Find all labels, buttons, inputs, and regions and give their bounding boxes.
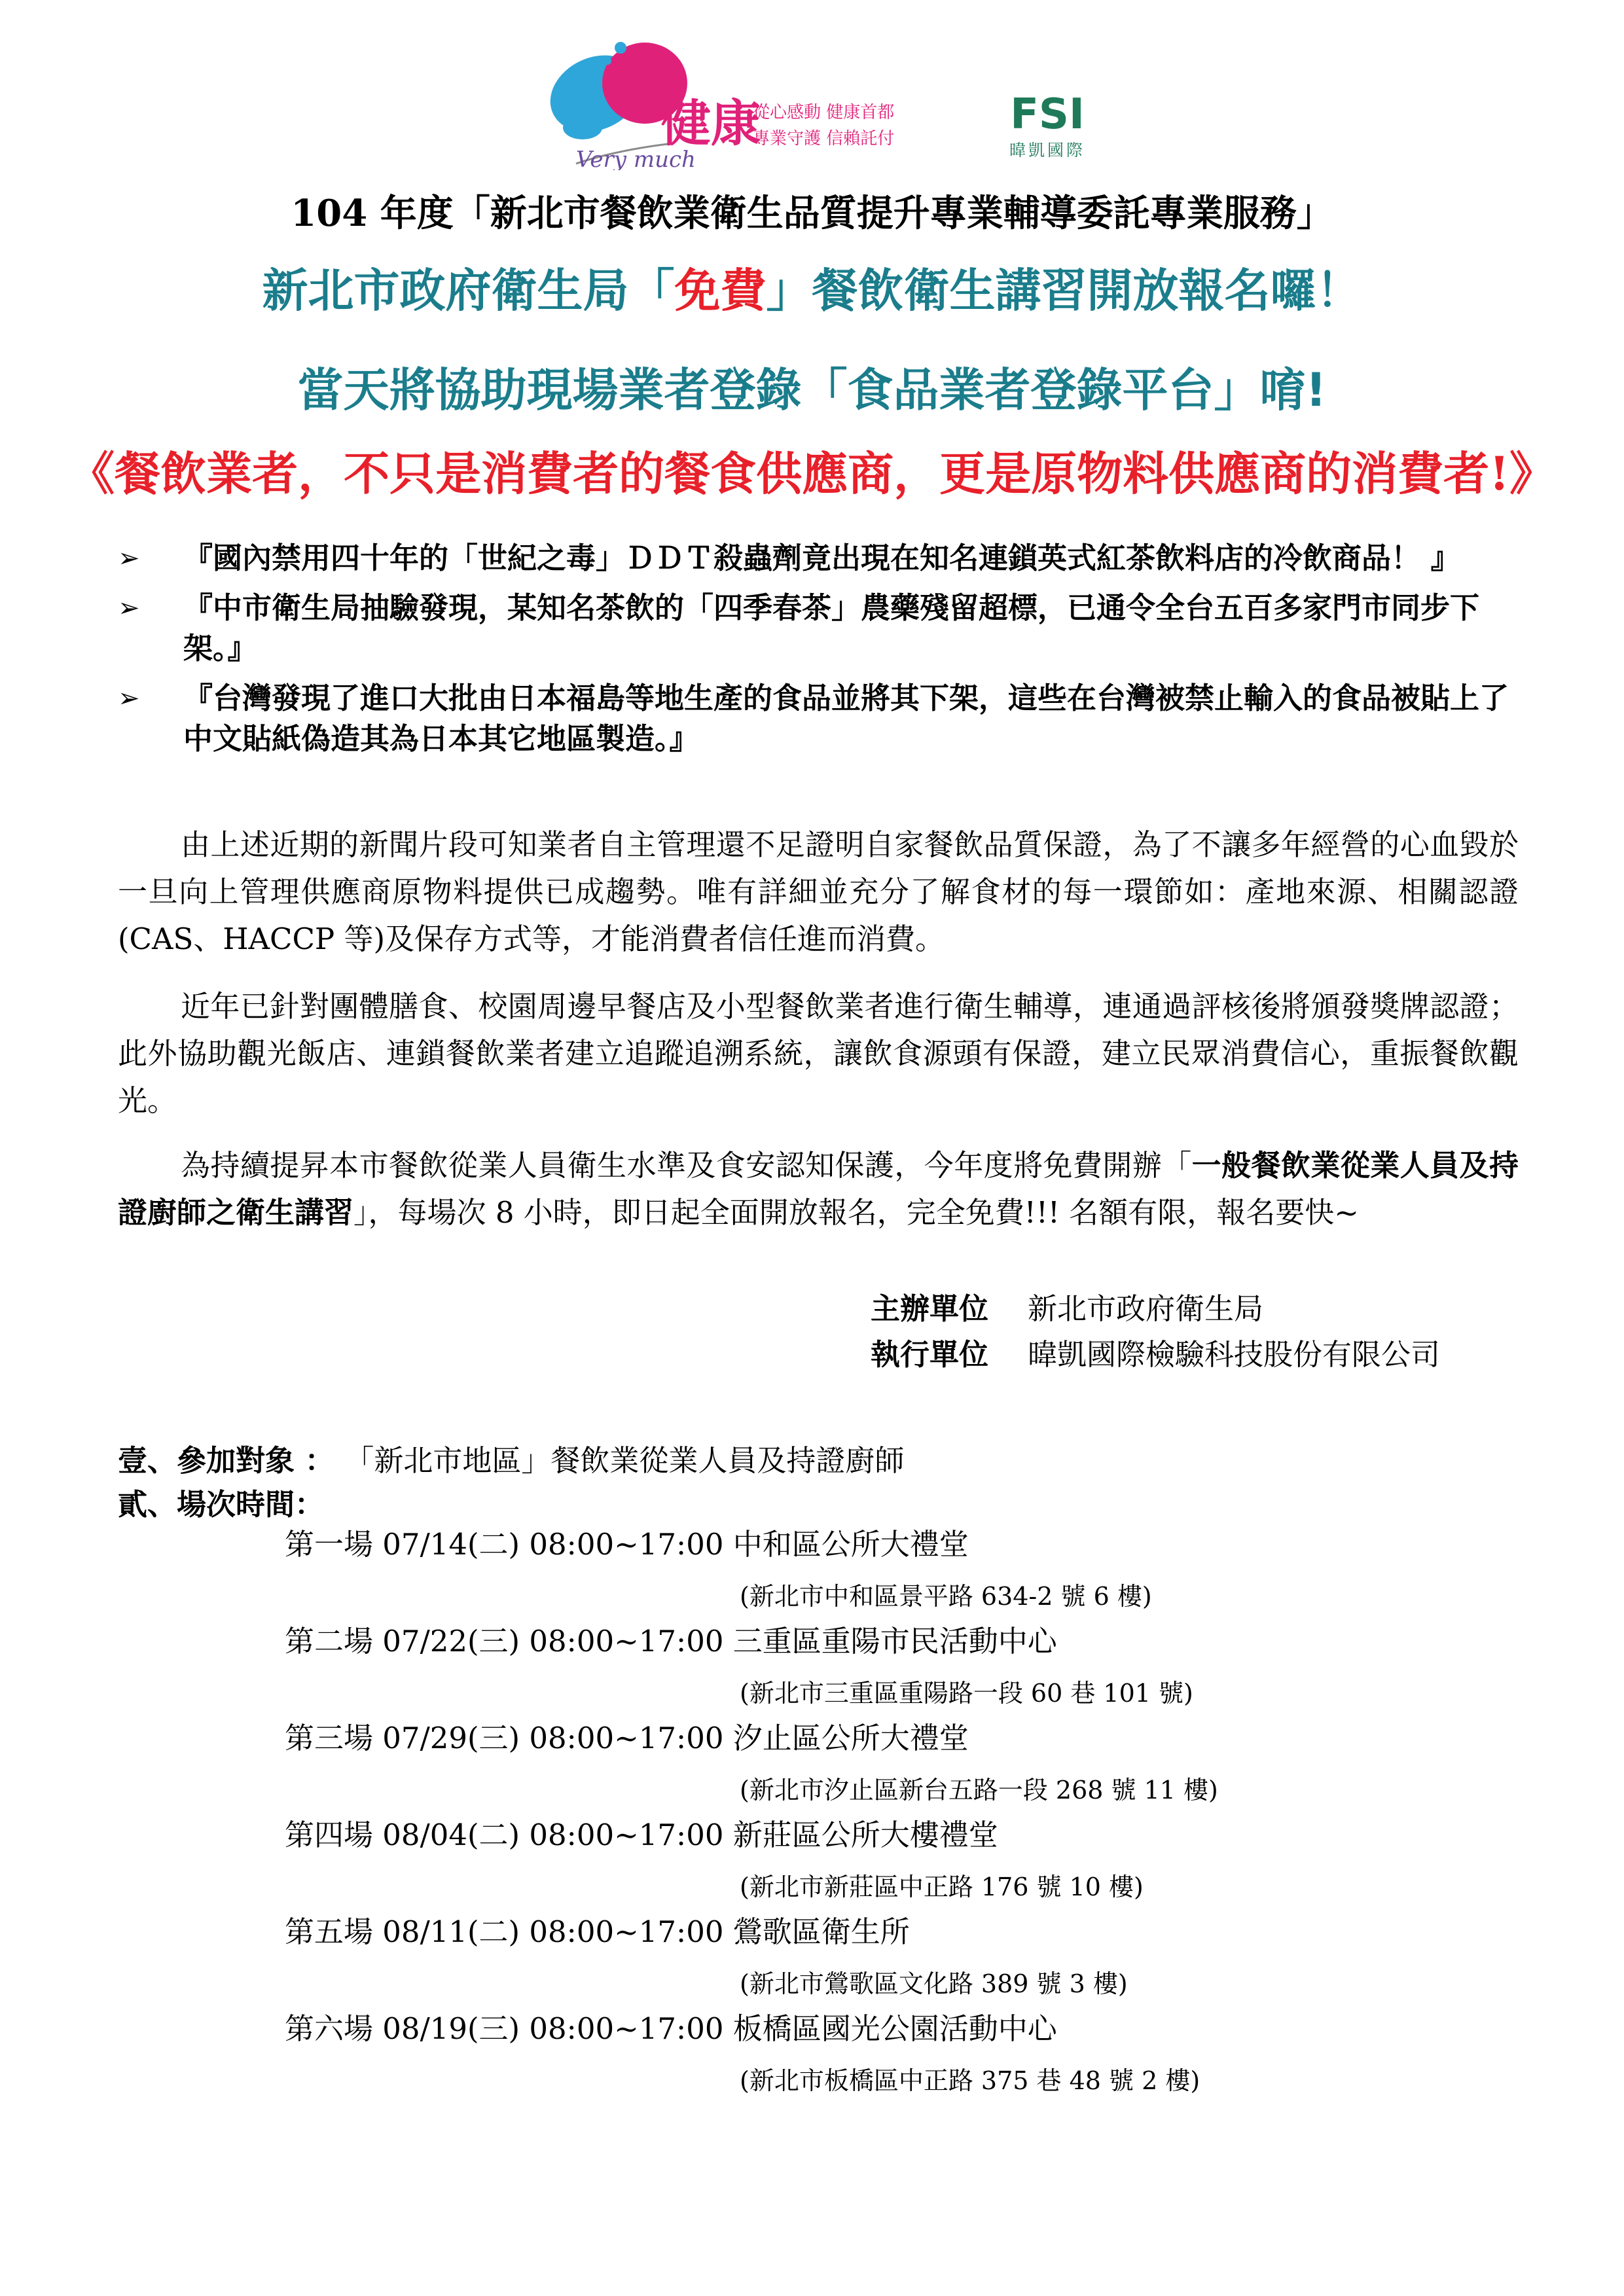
- session-time-venue: 第五場 08/11(二) 08:00~17:00 鶯歌區衛生所: [285, 1914, 910, 1949]
- fsi-logo: [1001, 92, 1093, 170]
- executor-label: 執行單位: [871, 1337, 989, 1372]
- health-logo: [537, 36, 903, 170]
- session-item: [285, 1719, 1528, 1816]
- session-address: (新北市三重區重陽路一段 60 巷 101 號): [740, 1679, 1193, 1708]
- organizer-row: [871, 1289, 1263, 1329]
- bullet-text: 『國內禁用四十年的「世紀之毒」ＤＤＴ殺蟲劑竟出現在知名連鎖英式紅茶飲料店的冷飲商品！ 』: [183, 541, 1460, 575]
- arrow-bullet-icon: ➢: [118, 543, 140, 573]
- arrow-bullet-icon: ➢: [118, 593, 140, 623]
- health-logo-slogan1: 從心感動 健康首都: [753, 103, 895, 122]
- bullet-text: 『中市衛生局抽驗發現，某知名茶飲的「四季春茶」農藥殘留超標，已通令全台五百多家門市同步下架。』: [183, 590, 1480, 666]
- session-item: [285, 1816, 1528, 1912]
- session-address: (新北市板橋區中正路 375 巷 48 號 2 樓): [740, 2066, 1200, 2095]
- headline-text-before: 新北市政府衛生局「: [262, 264, 675, 317]
- health-logo-slogan2: 專業守護 信賴託付: [753, 129, 895, 149]
- headline-free-highlight: 免費: [674, 264, 767, 317]
- paragraph-counseling: 近年已針對團體膳食、校園周邊早餐店及小型餐飲業者進行衛生輔導，連通過評核後將頒發獎牌認證；此外協助觀光飯店、連鎖餐飲業者建立追蹤追溯系統，讓飲食源頭有保證，建立民眾消費信心，重振餐飲觀光。: [118, 989, 1519, 1118]
- organizer-label: 主辦單位: [871, 1291, 989, 1326]
- section-schedule: [118, 1480, 324, 1523]
- paragraph3-before: 為持續提昇本市餐飲從業人員衛生水準及食安認知保護，今年度將免費開辦「: [181, 1148, 1192, 1183]
- health-logo-script-text: Very much: [576, 147, 696, 170]
- session-time-venue: 第三場 07/29(三) 08:00~17:00 汐止區公所大禮堂: [285, 1721, 969, 1755]
- session-item: [285, 1912, 1528, 2009]
- fsi-logo-subtitle: 暐凱國際: [1009, 141, 1085, 160]
- headline-text-after: 」餐飲衛生講習開放報名囉！: [766, 264, 1362, 317]
- news-bullet-list: [118, 538, 1519, 768]
- session-address: (新北市汐止區新台五路一段 268 號 11 樓): [740, 1776, 1218, 1804]
- session-time-venue: 第六場 08/19(三) 08:00~17:00 板橋區國光公園活動中心: [285, 2011, 1057, 2046]
- executor-value: 暐凱國際檢驗科技股份有限公司: [1028, 1337, 1441, 1372]
- organizer-value: 新北市政府衛生局: [1028, 1291, 1264, 1326]
- section-participants-value: 「新北市地區」餐飲業從業人員及持證廚師: [344, 1443, 905, 1478]
- section-schedule-label: 貳、場次時間：: [118, 1487, 325, 1522]
- section-participants: [118, 1437, 904, 1479]
- session-item: [285, 2009, 1528, 2106]
- list-item: [118, 538, 1519, 579]
- executor-row: [871, 1335, 1440, 1374]
- document-title: 104 年度「新北市餐飲業衛生品質提升專業輔導委託專業服務」: [291, 192, 1333, 235]
- health-logo-big-text: 健康: [661, 94, 761, 152]
- training-name: 一般餐飲業從業人員及持證廚師之衛生講習: [118, 1148, 1519, 1230]
- session-item: [285, 1622, 1528, 1719]
- headline-free-training: [0, 254, 1624, 320]
- session-address: (新北市鶯歌區文化路 389 號 3 樓): [740, 1969, 1128, 1998]
- session-item: [285, 1525, 1528, 1622]
- arrow-bullet-icon: ➢: [118, 683, 140, 713]
- session-list: [285, 1525, 1528, 2106]
- session-address: (新北市新莊區中正路 176 號 10 樓): [740, 1873, 1144, 1901]
- paragraph-news-summary: 由上述近期的新聞片段可知業者自主管理還不足證明自家餐飲品質保證，為了不讓多年經營的心血毀於一旦向上管理供應商原物料提供已成趨勢。唯有詳細並充分了解食材的每一環節如：產地來源、相關認證(CAS、HACCP 等)及保存方式等，才能消費者信任進而消費。: [118, 827, 1519, 956]
- session-time-venue: 第四場 08/04(二) 08:00~17:00 新莊區公所大樓禮堂: [285, 1818, 998, 1852]
- paragraph3-after: 」，每場次 8 小時，即日起全面開放報名，完全免費!!! 名額有限，報名要快~: [353, 1195, 1360, 1230]
- list-item: [118, 678, 1519, 759]
- paragraph-training-announcement: [118, 1142, 1519, 1236]
- section-participants-label: 壹、參加對象 ：: [118, 1443, 334, 1478]
- slogan: 《餐飲業者，不只是消費者的餐食供應商，更是原物料供應商的消費者!》: [69, 446, 1555, 501]
- subheadline-registration: 當天將協助現場業者登錄「食品業者登錄平台」唷!: [297, 363, 1327, 417]
- session-time-venue: 第一場 07/14(二) 08:00~17:00 中和區公所大禮堂: [285, 1527, 969, 1562]
- session-address: (新北市中和區景平路 634-2 號 6 樓): [740, 1582, 1152, 1611]
- session-time-venue: 第二場 07/22(三) 08:00~17:00 三重區重陽市民活動中心: [285, 1624, 1057, 1659]
- list-item: [118, 588, 1519, 669]
- fsi-logo-mark: FSI: [1010, 90, 1085, 139]
- bullet-text: 『台灣發現了進口大批由日本福島等地生產的食品並將其下架，這些在台灣被禁止輸入的食品被貼上了中文貼紙偽造其為日本其它地區製造。』: [183, 681, 1509, 756]
